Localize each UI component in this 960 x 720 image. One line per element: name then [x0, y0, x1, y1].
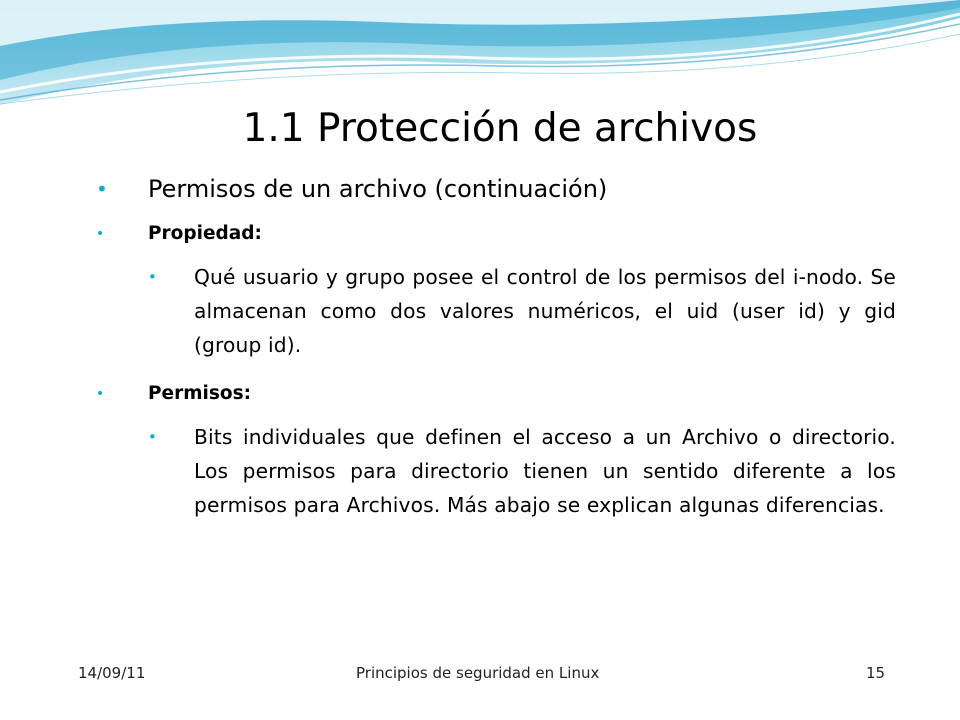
- bullet-item: [96, 260, 896, 362]
- bullet-text: Bits individuales que definen el acceso a un Archivo o directorio. Los permisos para directorio tienen un sentido diferente a los permisos para Archivos. Más abajo se explican algunas diferencias.: [194, 425, 896, 517]
- page-number: 15: [866, 664, 886, 682]
- bullet-dot-icon: •: [96, 386, 105, 402]
- bullet-text: Qué usuario y grupo posee el control de los permisos del i-nodo. Se almacenan como dos valores numéricos, el uid (user id) y gid (group id).: [194, 265, 896, 357]
- bullet-dot-icon: •: [148, 268, 157, 286]
- bullet-dot-icon: •: [96, 177, 108, 201]
- bullet-item: [96, 420, 896, 522]
- bullet-item: [96, 212, 896, 256]
- bullet-text: Propiedad:: [148, 223, 262, 244]
- bullet-item: [96, 166, 896, 212]
- bullet-item: [96, 372, 896, 416]
- header-wave-decoration: [0, 0, 960, 110]
- bullet-text: Permisos:: [148, 383, 251, 404]
- bullet-dot-icon: •: [148, 428, 157, 446]
- slide-body: [96, 166, 896, 522]
- bullet-dot-icon: •: [96, 226, 105, 242]
- footer-date: 14/09/11: [78, 664, 146, 682]
- slide-title: 1.1 Protección de archivos: [242, 106, 758, 151]
- bullet-text: Permisos de un archivo (continuación): [148, 175, 608, 203]
- footer-title: Principios de seguridad en Linux: [356, 664, 600, 682]
